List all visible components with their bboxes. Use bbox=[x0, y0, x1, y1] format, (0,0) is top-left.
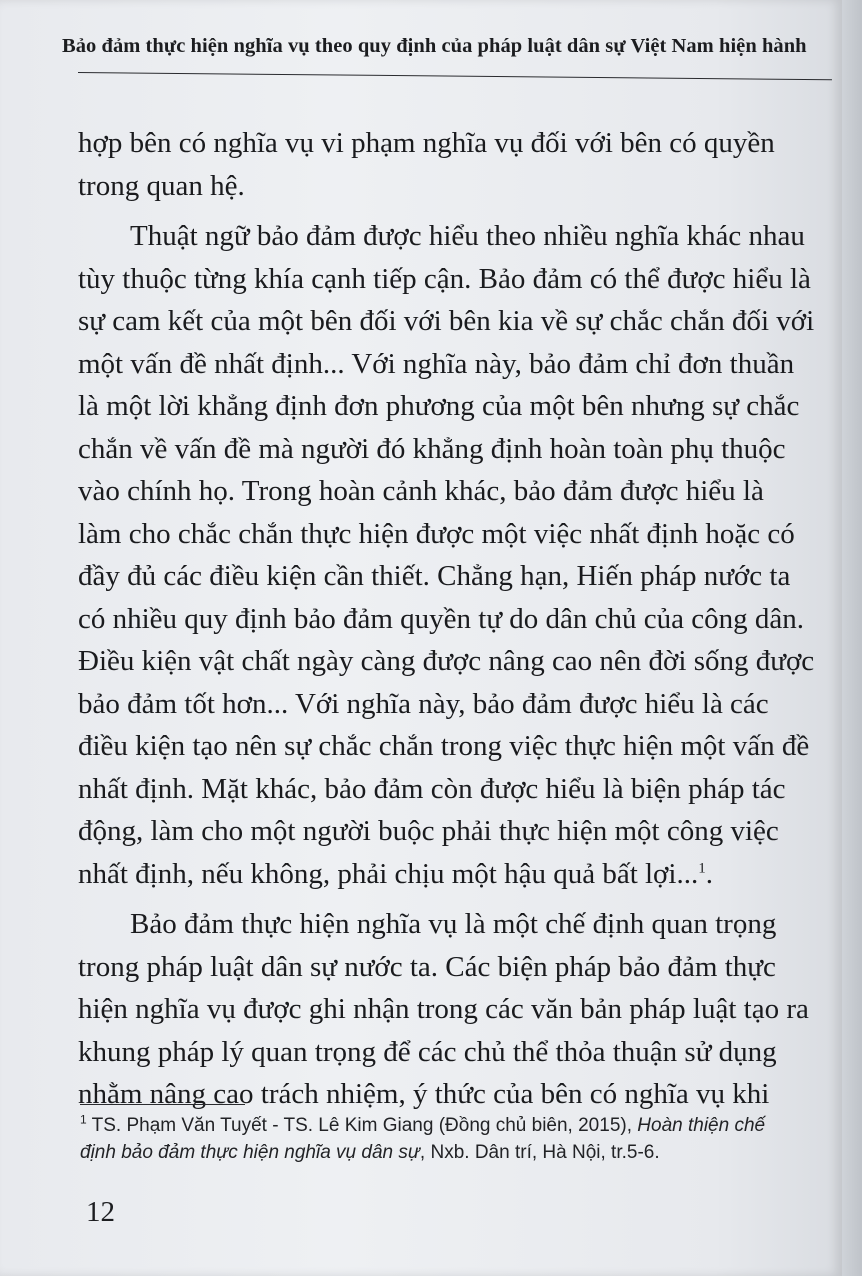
text-line: bảo đảm tốt hơn... Với nghĩa này, bảo đảm được hiểu là các bbox=[78, 687, 769, 720]
footnote-line bbox=[80, 1112, 830, 1139]
footnote bbox=[80, 1112, 830, 1166]
header-rule bbox=[78, 72, 832, 80]
text-line: làm cho chắc chắn thực hiện được một việc nhất định hoặc có bbox=[78, 517, 795, 550]
running-header: Bảo đảm thực hiện nghĩa vụ theo quy định của pháp luật dân sự Việt Nam hiện hành bbox=[62, 35, 807, 57]
text-line-content: nhất định, nếu không, phải chịu một hậu quả bất lợi... bbox=[78, 857, 699, 890]
text-line: Điều kiện vật chất ngày càng được nâng cao nên đời sống được bbox=[78, 645, 815, 677]
text-line bbox=[78, 853, 838, 896]
page-edge bbox=[842, 0, 862, 1276]
text-line: tùy thuộc từng khía cạnh tiếp cận. Bảo đảm có thể được hiểu là bbox=[78, 262, 811, 295]
footnote-publisher: , Nxb. Dân trí, Hà Nội, tr.5-6. bbox=[419, 1142, 660, 1163]
paragraph-1 bbox=[78, 122, 838, 207]
footnote-authors: TS. Phạm Văn Tuyết - TS. Lê Kim Giang (Đồng chủ biên, 2015), bbox=[86, 1115, 638, 1136]
paragraph-3 bbox=[78, 903, 838, 1116]
text-line: đầy đủ các điều kiện cần thiết. Chẳng hạn, Hiến pháp nước ta bbox=[78, 560, 791, 592]
text-line: hiện nghĩa vụ được ghi nhận trong các văn bản pháp luật tạo ra bbox=[78, 993, 809, 1025]
text-line: động, làm cho một người buộc phải thực hiện một công việc bbox=[78, 815, 779, 847]
footnote-divider bbox=[80, 1104, 245, 1105]
text-line: một vấn đề nhất định... Với nghĩa này, bảo đảm chỉ đơn thuần bbox=[78, 347, 795, 380]
text-line: vào chính họ. Trong hoàn cảnh khác, bảo đảm được hiểu là bbox=[78, 475, 764, 507]
text-line: điều kiện tạo nên sự chắc chắn trong việc thực hiện một vấn đề bbox=[78, 730, 810, 762]
footnote-title: Hoàn thiện chế bbox=[637, 1115, 766, 1136]
text-line: hợp bên có nghĩa vụ vi phạm nghĩa vụ đối với bên có quyền bbox=[78, 127, 775, 159]
text-line: nhằm nâng cao trách nhiệm, ý thức của bên có nghĩa vụ khi bbox=[78, 1078, 770, 1110]
text-line: trong quan hệ. bbox=[78, 169, 245, 202]
text-line: nhất định. Mặt khác, bảo đảm còn được hiểu là biện pháp tác bbox=[78, 772, 786, 805]
text-line: có nhiều quy định bảo đảm quyền tự do dân chủ của công dân. bbox=[78, 602, 805, 635]
text-line: sự cam kết của một bên đối với bên kia về sự chắc chắn đối với bbox=[78, 305, 815, 337]
footnote-line bbox=[80, 1139, 830, 1166]
text-line: là một lời khẳng định đơn phương của một bên nhưng sự chắc bbox=[78, 390, 800, 422]
page-number: 12 bbox=[86, 1196, 115, 1228]
text-line: chắn về vấn đề mà người đó khẳng định hoàn toàn phụ thuộc bbox=[78, 432, 786, 465]
text-line: Bảo đảm thực hiện nghĩa vụ là một chế định quan trọng bbox=[130, 908, 777, 940]
paragraph-2 bbox=[78, 215, 838, 895]
sentence-end: . bbox=[705, 857, 713, 890]
footnote-number: 1 bbox=[80, 1112, 87, 1127]
footnote-title: định bảo đảm thực hiện nghĩa vụ dân sự bbox=[80, 1142, 420, 1163]
text-line: khung pháp lý quan trọng để các chủ thể thỏa thuận sử dụng bbox=[78, 1035, 777, 1068]
footnote-reference[interactable]: 1 bbox=[698, 859, 706, 876]
body-text bbox=[78, 122, 838, 1116]
text-line: trong pháp luật dân sự nước ta. Các biện pháp bảo đảm thực bbox=[78, 950, 776, 983]
text-line: Thuật ngữ bảo đảm được hiểu theo nhiều nghĩa khác nhau bbox=[130, 220, 805, 252]
